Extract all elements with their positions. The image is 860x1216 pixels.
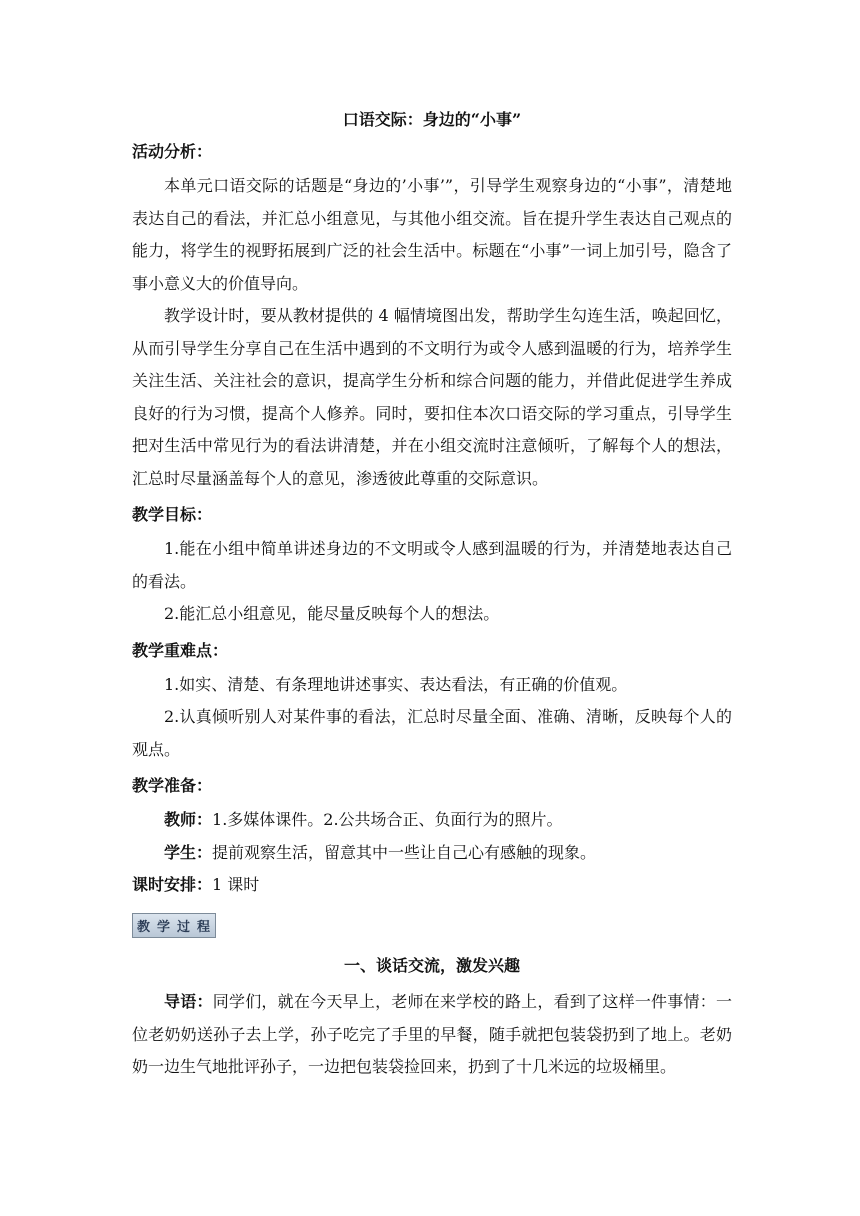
student-label: 学生： [164,842,213,862]
key-points-heading: 教学重难点： [132,640,229,660]
teacher-text: 1.多媒体课件。2.公共场合正、负面行为的照片。 [212,810,563,829]
teacher-label: 教师： [164,810,213,829]
activity-analysis-paragraph-1: 本单元口语交际的话题是“身边的’小事’”，引导学生观察身边的“小事”，清楚地表达自己的看法，并汇总小组意见，与其他小组交流。旨在提升学生表达自己观点的能力，将学生的视野拓展到广泛的社会生活中。标题在“小事”一词上加引号，隐含了事小意义大的价值导向。 [132,176,732,293]
goals-heading: 教学目标： [132,505,213,524]
preparation-teacher [132,804,732,837]
goal-item: 2.能汇总小组意见，能尽量反映每个人的想法。 [164,604,500,623]
preparation-heading: 教学准备： [132,776,213,795]
document-title: 口语交际：身边的“小事” [342,110,522,129]
badge-char: 教 [137,920,152,935]
document-page [132,108,732,1084]
activity-analysis-heading: 活动分析： [132,142,213,161]
student-text: 提前观察生活，留意其中一些让自己心有感触的现象。 [212,842,597,862]
section-1-intro [132,986,732,1084]
schedule-value: 1 课时 [212,875,260,894]
intro-text: 同学们，就在今天早上，老师在来学校的路上，看到了这样一件事情：一位老奶奶送孙子去上学，孙子吃完了手里的早餐，随手就把包装袋扔到了地上。老奶奶一边生气地批评孙子，一边把包装袋捡回来，扔到了十几米远的垃圾桶里。 [132,992,732,1076]
schedule [132,869,732,901]
key-point-item: 2.认真倾听别人对某件事的看法，汇总时尽量全面、准确、清晰，反映每个人的观点。 [132,707,732,759]
section-1-title: 一、谈话交流，激发兴趣 [343,956,520,975]
intro-label: 导语： [164,992,213,1011]
badge-char: 程 [197,920,212,935]
badge-char: 学 [157,920,172,935]
goal-item: 1.能在小组中简单讲述身边的不文明或令人感到温暖的行为，并清楚地表达自己的看法。 [132,539,732,591]
badge-char: 过 [177,920,192,935]
activity-analysis-paragraph-2: 教学设计时，要从教材提供的 4 幅情境图出发，帮助学生勾连生活，唤起回忆，从而引导学生分享自己在生活中遇到的不文明行为或令人感到温暖的行为，培养学生关注生活、关注社会的意识，提高学生分析和综合问题的能力，并借此促进学生养成良好的行为习惯，提高个人修养。同时，要扣住本次口语交际的学习重点，引导学生把对生活中常见行为的看法讲清楚，并在小组交流时注意倾听，了解每个人的想法，汇总时尽量涵盖每个人的意见，渗透彼此尊重的交际意识。 [132,306,732,488]
teaching-process-badge [132,913,216,938]
key-point-item: 1.如实、清楚、有条理地讲述事实、表达看法，有正确的价值观。 [164,674,628,694]
schedule-label: 课时安排： [132,875,213,894]
preparation-student [132,837,732,870]
